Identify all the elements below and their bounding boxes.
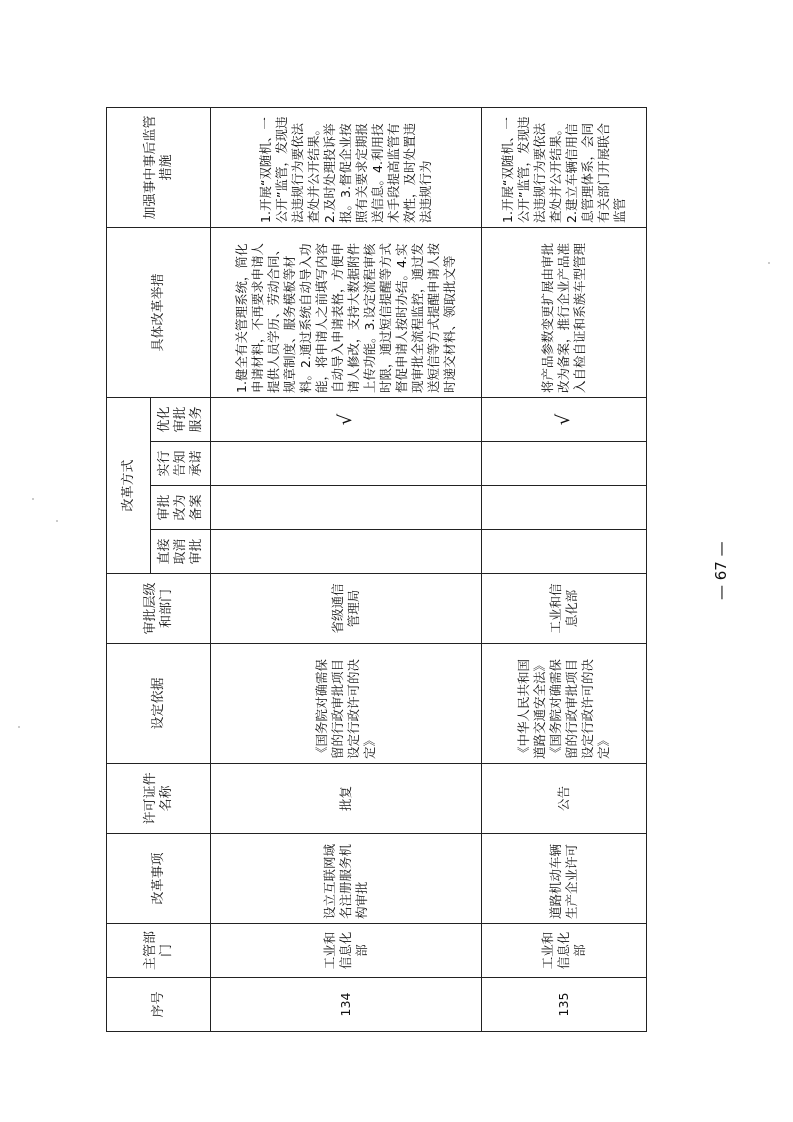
cell-mode-notify <box>211 442 482 486</box>
header-basis: 设定依据 <box>107 644 211 764</box>
cell-mode-cancel <box>481 530 646 574</box>
scan-speck <box>18 726 20 728</box>
header-seq: 序号 <box>107 978 211 1032</box>
scan-speck <box>768 262 770 264</box>
cell-seq: 135 <box>481 978 646 1032</box>
check-mark-icon: √ <box>481 397 646 441</box>
cell-measures: 1.健全有关管理系统，简化申请材料，不再要求申请人提供人员学历、劳动合同、规章制度、服务模板等材料。2.通过系统自动导入功能，将申请人之前填写内容自动导入申请表格，方便申请人修改，支持大数据附件上传功能。3.设定流程审核时限，通过短信提醒等方式督促申请人按时办结。4.实现审批全流程监控，通过发送短信等方式提醒申请人按时递交材料、领取批文等 <box>211 227 482 397</box>
header-dept: 主管部门 <box>107 924 211 978</box>
cell-mode-cancel <box>211 530 482 574</box>
header-mode-filing: 审批改为备案 <box>151 486 211 530</box>
header-level: 审批层级和部门 <box>107 574 211 644</box>
header-measures: 具体改革举措 <box>107 227 211 397</box>
cell-item: 设立互联网域名注册服务机构审批 <box>211 834 482 924</box>
cell-basis: 《中华人民共和国道路交通安全法》《国务院对确需保留的行政审批项目设定行政许可的决定》 <box>481 644 646 764</box>
cell-item: 道路机动车辆生产企业许可 <box>481 834 646 924</box>
cell-mode-notify <box>481 442 646 486</box>
page-number-text: — 67 — <box>712 541 730 600</box>
cell-supervision: 1.开展“双随机、一公开”监管，发现违法违规行为要依法查处并公开结果。2.建立车辆信用信息管理体系，会同有关部门开展联合监管 <box>481 107 646 227</box>
cell-level: 省级通信管理局 <box>211 574 482 644</box>
cell-mode-filing <box>481 486 646 530</box>
check-mark-icon: √ <box>211 397 482 441</box>
rotated-table-container <box>106 108 647 1032</box>
cell-basis: 《国务院对确需保留的行政审批项目设定行政许可的决定》 <box>211 644 482 764</box>
cell-seq: 134 <box>211 978 482 1032</box>
table-row <box>211 107 482 1031</box>
header-mode-optimize: 优化审批服务 <box>151 397 211 441</box>
cell-dept: 工业和信息化部 <box>481 924 646 978</box>
header-reform-mode: 改革方式 <box>107 397 151 573</box>
header-item: 改革事项 <box>107 834 211 924</box>
reform-table <box>106 107 647 1032</box>
cell-dept: 工业和信息化部 <box>211 924 482 978</box>
cell-level: 工业和信息化部 <box>481 574 646 644</box>
page-number <box>712 541 772 600</box>
header-mode-notify: 实行告知承诺 <box>151 442 211 486</box>
header-supervision: 加强事中事后监管措施 <box>107 107 211 227</box>
table-row <box>481 107 646 1031</box>
header-mode-cancel: 直接取消审批 <box>151 530 211 574</box>
header-license: 许可证件名称 <box>107 764 211 834</box>
cell-mode-filing <box>211 486 482 530</box>
cell-measures: 将产品参数变更扩展由审批改为备案，推行企业产品准入自检自证和系族车型管理 <box>481 227 646 397</box>
cell-license: 公告 <box>481 764 646 834</box>
scan-speck <box>56 520 58 522</box>
scan-speck <box>32 498 34 500</box>
cell-license: 批复 <box>211 764 482 834</box>
cell-supervision: 1.开展“双随机、一公开”监管，发现违法违规行为要依法查处并公开结果。2.及时处理投诉举报。3.督促企业按照有关要求定期报送信息。4.利用技术手段提高监管有效性，及时处置违法违规行为 <box>211 107 482 227</box>
